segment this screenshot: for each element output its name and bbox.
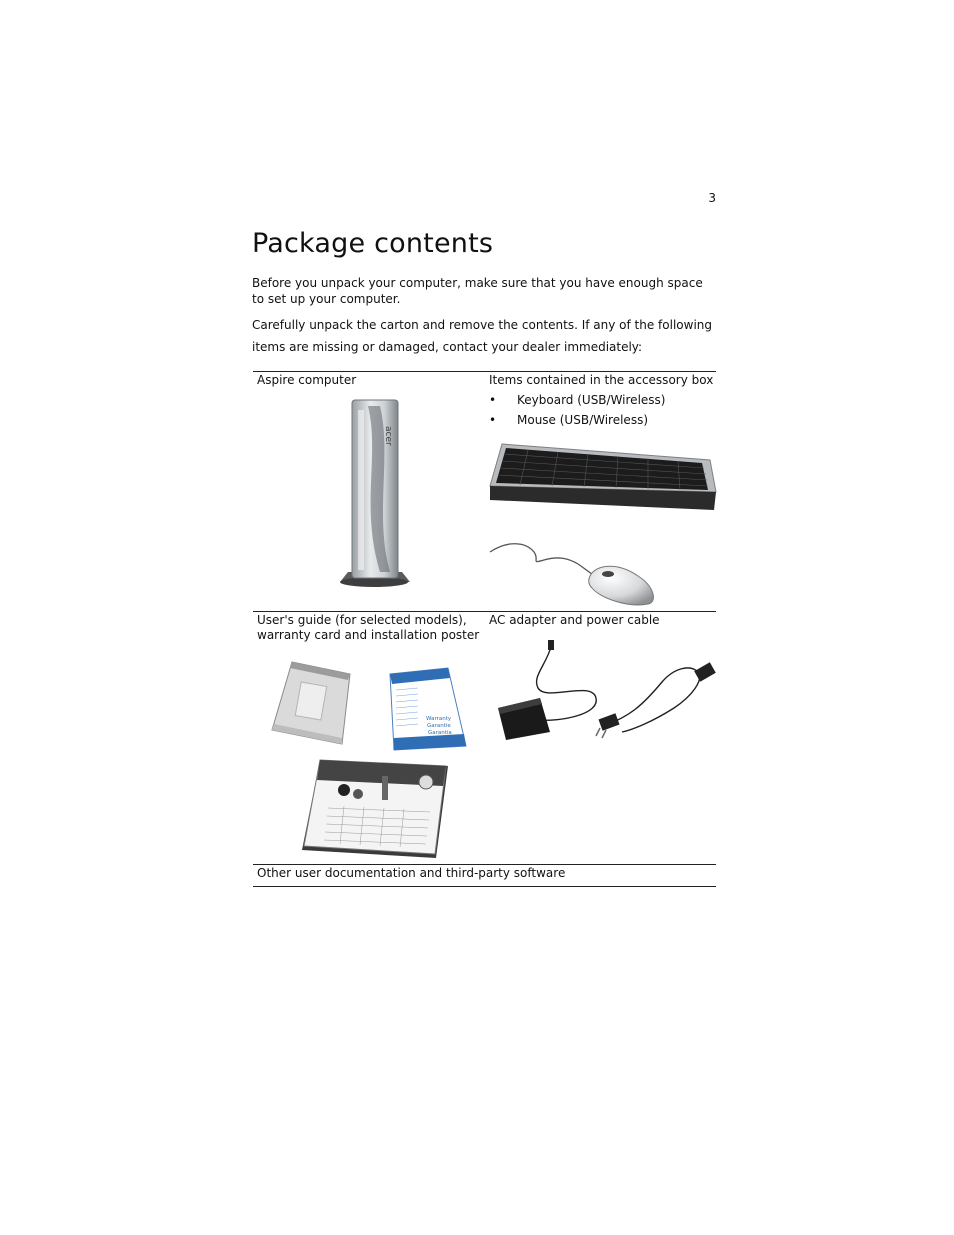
desktop-computer-icon	[334, 396, 414, 592]
page-number: 3	[708, 191, 716, 205]
accessory-box-label: Items contained in the accessory box	[489, 373, 714, 387]
intro-paragraph-1: Before you unpack your computer, make sure that you have enough space to set up your computer.	[252, 276, 703, 306]
keyboard-icon	[488, 440, 716, 516]
list-item-mouse: • Mouse (USB/Wireless)	[489, 410, 665, 430]
warranty-word: Warranty	[426, 716, 452, 722]
bullet-icon: •	[489, 413, 497, 427]
warranty-card-icon	[388, 668, 468, 752]
svg-text:acer: acer	[383, 426, 393, 446]
table-top-rule	[253, 371, 716, 372]
bullet-icon: •	[489, 393, 497, 407]
table-bottom-rule	[253, 886, 716, 887]
accessory-list	[489, 390, 665, 430]
intro-paragraph-2: Carefully unpack the carton and remove the contents. If any of the following items are missing or damaged, contact your dealer immediately:	[252, 318, 712, 354]
users-guide-booklet-icon	[270, 660, 352, 746]
other-documentation-label: Other user documentation and third-party software	[257, 866, 566, 880]
users-guide-label: User's guide (for selected models), warranty card and installation poster	[257, 613, 480, 642]
garantia-word: Garantia	[428, 730, 452, 736]
mouse-icon	[488, 530, 658, 606]
installation-poster-icon	[298, 756, 452, 860]
ac-adapter-label: AC adapter and power cable	[489, 613, 660, 627]
page-title: Package contents	[252, 228, 494, 259]
table-row-rule-2	[253, 864, 716, 865]
aspire-computer-label: Aspire computer	[257, 373, 357, 387]
list-item-keyboard: • Keyboard (USB/Wireless)	[489, 390, 665, 410]
garantie-word: Garantie	[427, 723, 451, 729]
table-row-rule-1	[253, 611, 716, 612]
ac-adapter-icon	[492, 636, 718, 760]
